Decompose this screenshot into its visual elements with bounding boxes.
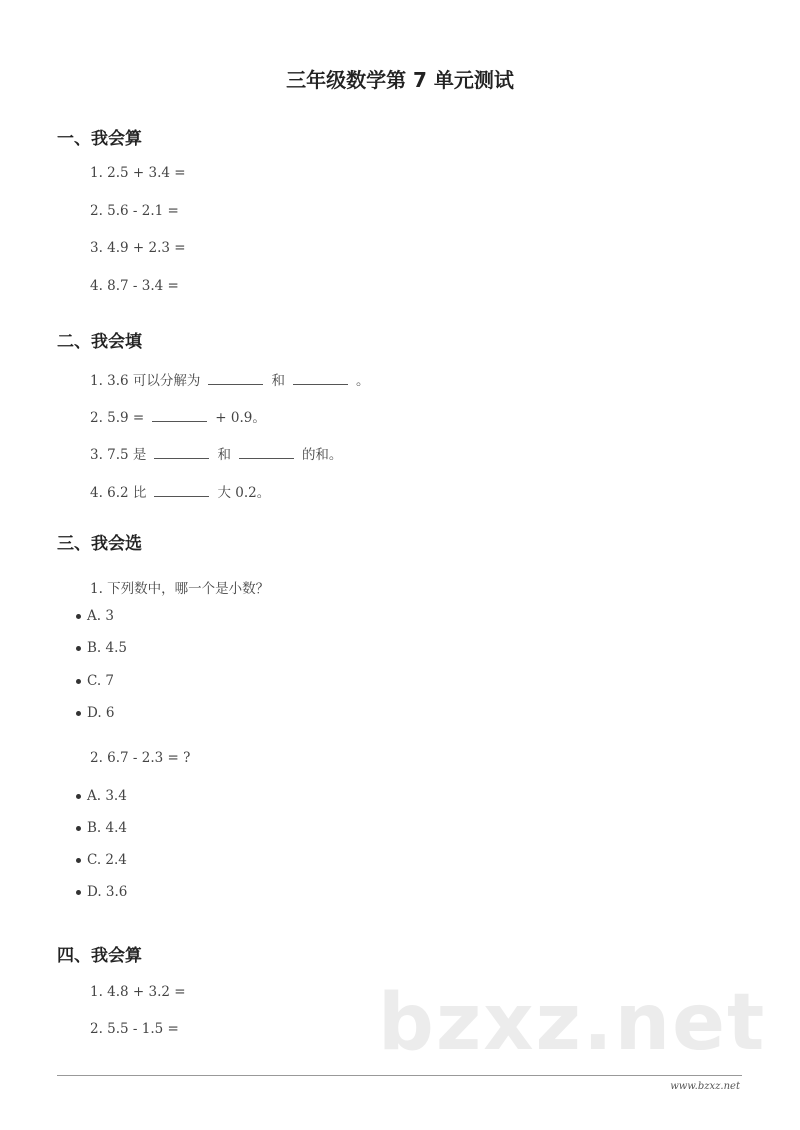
- section-4-heading: 四、我会算: [57, 946, 142, 966]
- section-3-heading: 三、我会选: [57, 534, 142, 554]
- option-label: D. 6: [87, 705, 115, 721]
- option[interactable]: [76, 705, 115, 721]
- section-1-heading: 一、我会算: [57, 129, 142, 149]
- list-item: 4. 8.7 - 3.4 =: [90, 278, 179, 294]
- bullet-icon: [76, 679, 81, 684]
- fill-text: 的和。: [301, 447, 343, 463]
- option[interactable]: [76, 640, 127, 656]
- option-label: A. 3.4: [87, 788, 127, 804]
- bullet-icon: [76, 614, 81, 619]
- fill-item: [90, 369, 369, 389]
- fill-text: 3. 7.5 是: [90, 447, 147, 463]
- option-label: B. 4.5: [87, 640, 127, 656]
- fill-item: [90, 406, 266, 426]
- fill-text: 4. 6.2 比: [90, 485, 147, 501]
- bullet-icon: [76, 711, 81, 716]
- option[interactable]: [76, 608, 114, 624]
- watermark: bzxz.net: [378, 978, 767, 1068]
- bullet-icon: [76, 826, 81, 831]
- option[interactable]: [76, 884, 127, 900]
- fill-item: [90, 481, 270, 501]
- blank-field[interactable]: [152, 409, 207, 422]
- bullet-icon: [76, 794, 81, 799]
- footer-url: www.bzxz.net: [670, 1081, 740, 1092]
- blank-field[interactable]: [239, 446, 294, 459]
- blank-field[interactable]: [154, 446, 209, 459]
- page-title: 三年级数学第 7 单元测试: [286, 68, 514, 92]
- blank-field[interactable]: [154, 484, 209, 497]
- option-label: A. 3: [87, 608, 114, 624]
- option[interactable]: [76, 788, 127, 804]
- fill-text: 1. 3.6 可以分解为: [90, 373, 201, 389]
- list-item: 1. 4.8 + 3.2 =: [90, 984, 186, 1000]
- section-2-heading: 二、我会填: [57, 332, 142, 352]
- bullet-icon: [76, 858, 81, 863]
- blank-field[interactable]: [208, 372, 263, 385]
- option-label: D. 3.6: [87, 884, 128, 900]
- option-label: B. 4.4: [87, 820, 127, 836]
- fill-text: 和: [217, 447, 231, 463]
- list-item: 1. 2.5 + 3.4 =: [90, 165, 186, 181]
- list-item: 2. 5.5 - 1.5 =: [90, 1021, 179, 1037]
- option[interactable]: [76, 852, 127, 868]
- option-label: C. 7: [87, 673, 115, 689]
- fill-text: 。: [355, 373, 370, 389]
- blank-field[interactable]: [293, 372, 348, 385]
- question: 1. 下列数中，哪一个是小数？: [90, 581, 270, 597]
- fill-item: [90, 443, 342, 463]
- bullet-icon: [76, 646, 81, 651]
- question: 2. 6.7 - 2.3 = ?: [90, 750, 191, 766]
- fill-text: + 0.9。: [215, 410, 266, 426]
- option[interactable]: [76, 820, 127, 836]
- bullet-icon: [76, 890, 81, 895]
- fill-text: 大 0.2。: [217, 485, 271, 501]
- list-item: 2. 5.6 - 2.1 =: [90, 203, 179, 219]
- fill-text: 2. 5.9 =: [90, 410, 145, 426]
- option-label: C. 2.4: [87, 852, 127, 868]
- fill-text: 和: [271, 373, 285, 389]
- list-item: 3. 4.9 + 2.3 =: [90, 240, 186, 256]
- footer-divider: [57, 1075, 742, 1076]
- option[interactable]: [76, 673, 114, 689]
